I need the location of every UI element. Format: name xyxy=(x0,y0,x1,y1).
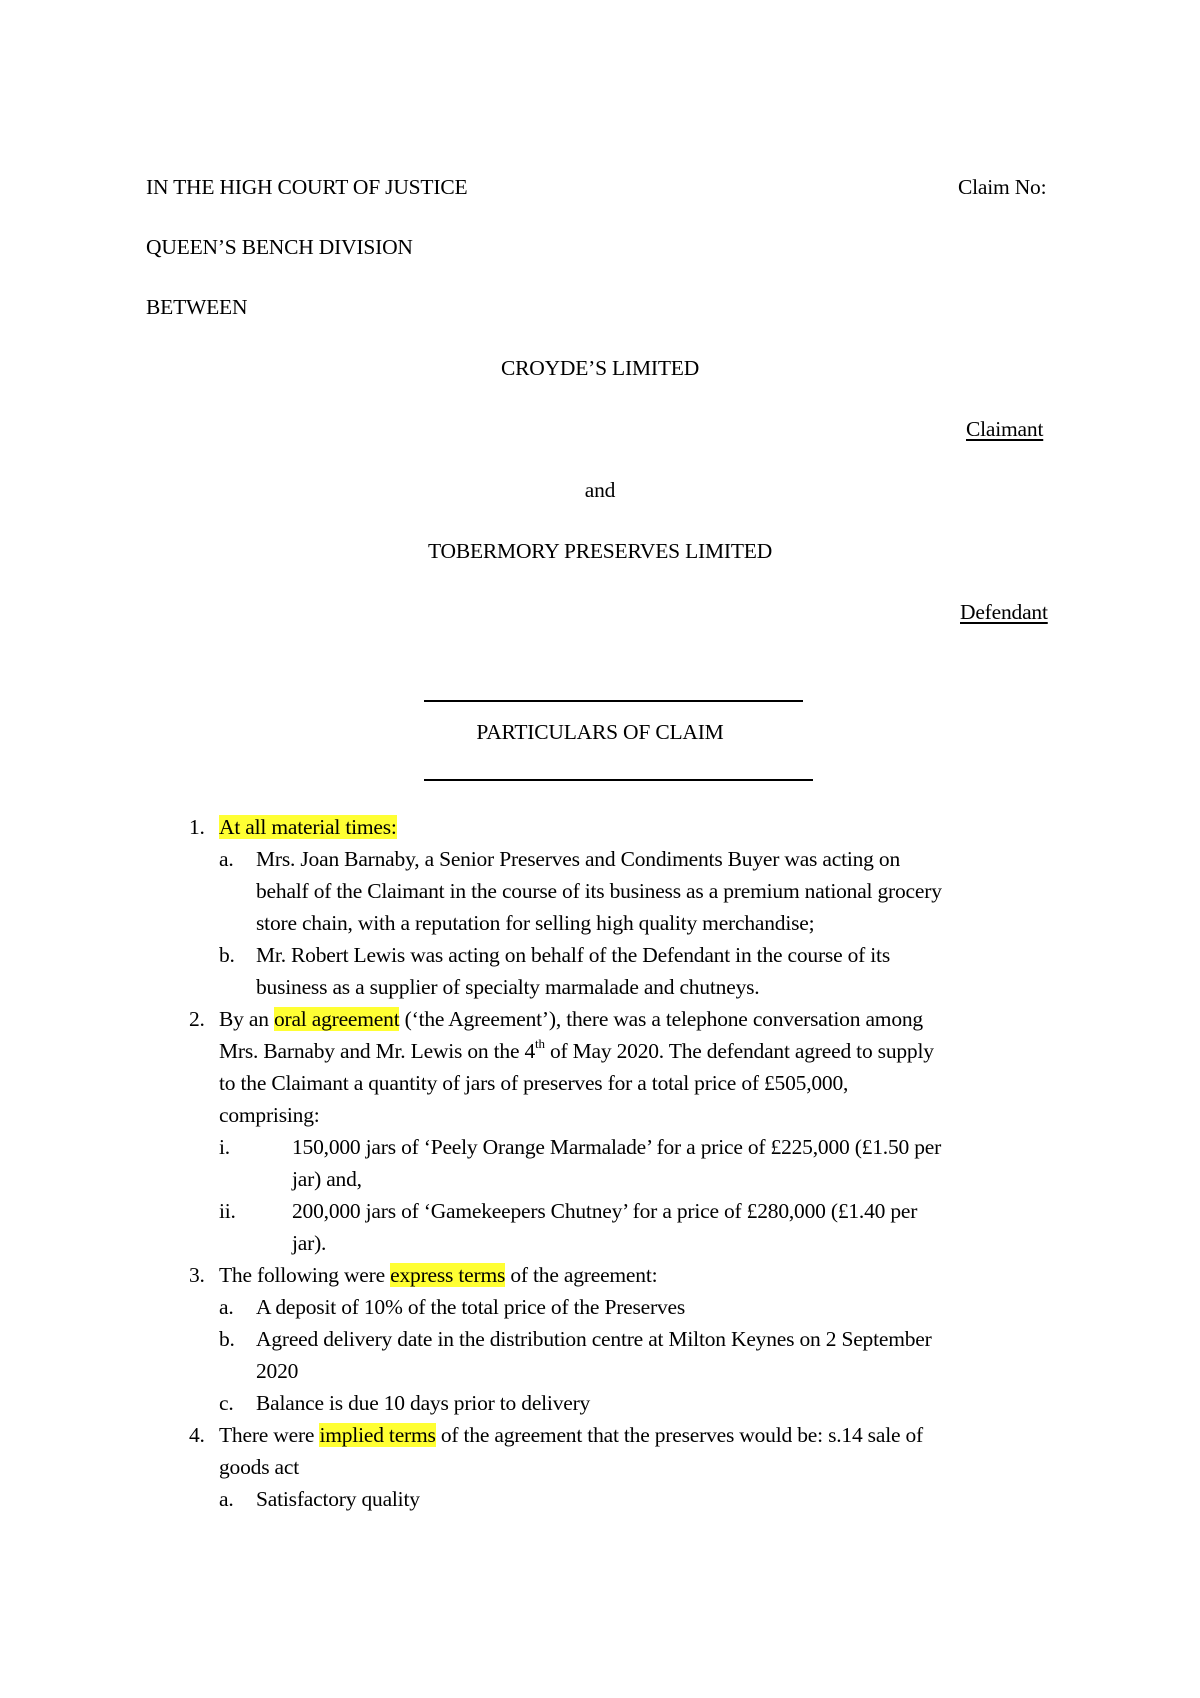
para-1a-line-3: store chain, with a reputation for selling high quality merchandise; xyxy=(256,911,815,935)
document-title: PARTICULARS OF CLAIM xyxy=(476,720,724,744)
para-3-post: of the agreement: xyxy=(505,1263,658,1287)
para-3b-label: b. xyxy=(219,1327,235,1351)
para-3-pre: The following were xyxy=(219,1263,391,1287)
para-2i-line-1: 150,000 jars of ‘Peely Orange Marmalade’ for a price of £225,000 (£1.50 per xyxy=(292,1135,942,1159)
para-2-line-2-pre: Mrs. Barnaby and Mr. Lewis on the 4 xyxy=(219,1039,536,1063)
para-1b-label: b. xyxy=(219,943,235,967)
para-4-highlight: implied terms xyxy=(319,1423,436,1447)
para-3c-text: Balance is due 10 days prior to delivery xyxy=(256,1391,591,1415)
para-2-line-3: to the Claimant a quantity of jars of preserves for a total price of £505,000, xyxy=(219,1071,849,1095)
para-4-line-1 xyxy=(219,1423,923,1448)
para-3a-label: a. xyxy=(219,1295,234,1319)
defendant-name: TOBERMORY PRESERVES LIMITED xyxy=(427,539,773,563)
para-2i-line-2: jar) and, xyxy=(292,1167,362,1191)
para-1a-line-2: behalf of the Claimant in the course of its business as a premium national grocery xyxy=(256,879,942,903)
para-2ii-line-1: 200,000 jars of ‘Gamekeepers Chutney’ for a price of £280,000 (£1.40 per xyxy=(292,1199,918,1223)
para-4a-label: a. xyxy=(219,1487,234,1511)
para-1b-line-1: Mr. Robert Lewis was acting on behalf of the Defendant in the course of its xyxy=(256,943,890,967)
claimant-role: Claimant xyxy=(966,417,1044,441)
para-4-post: of the agreement that the preserves would be: s.14 sale of xyxy=(435,1423,923,1447)
para-2-superscript: th xyxy=(535,1035,545,1051)
para-1-text xyxy=(219,815,397,840)
para-2i-label: i. xyxy=(219,1135,230,1159)
para-3b-line-1: Agreed delivery date in the distribution centre at Milton Keynes on 2 September xyxy=(256,1327,932,1351)
para-1a-label: a. xyxy=(219,847,234,871)
para-3-number: 3. xyxy=(189,1263,205,1287)
para-2-highlight: oral agreement xyxy=(273,1007,400,1031)
and-label: and xyxy=(584,478,616,502)
para-2-line-2 xyxy=(219,1035,934,1064)
claimant-name: CROYDE’S LIMITED xyxy=(500,356,700,380)
para-2-number: 2. xyxy=(189,1007,205,1031)
para-3b-line-2: 2020 xyxy=(256,1359,299,1383)
para-2-line-4: comprising: xyxy=(219,1103,320,1127)
between-label: BETWEEN xyxy=(146,295,248,319)
para-2-line-2-post: of May 2020. The defendant agreed to supply xyxy=(544,1039,934,1063)
para-3-line-1 xyxy=(219,1263,657,1288)
para-2-line-1-post: (‘the Agreement’), there was a telephone conversation among xyxy=(399,1007,923,1031)
para-1-highlight: At all material times: xyxy=(219,815,397,839)
title-rule-bottom xyxy=(424,779,813,781)
para-3-highlight: express terms xyxy=(390,1263,506,1287)
title-rule-top xyxy=(424,700,803,702)
para-4a-text: Satisfactory quality xyxy=(256,1487,420,1511)
para-3a-text: A deposit of 10% of the total price of the Preserves xyxy=(256,1295,686,1319)
court-name: IN THE HIGH COURT OF JUSTICE xyxy=(146,175,468,199)
para-4-pre: There were xyxy=(219,1423,320,1447)
para-1b-line-2: business as a supplier of specialty marmalade and chutneys. xyxy=(256,975,760,999)
para-1-number: 1. xyxy=(189,815,205,839)
para-1a-line-1: Mrs. Joan Barnaby, a Senior Preserves and Condiments Buyer was acting on xyxy=(256,847,901,871)
para-4-line-2: goods act xyxy=(219,1455,300,1479)
claim-number-label: Claim No: xyxy=(958,175,1047,199)
division-name: QUEEN’S BENCH DIVISION xyxy=(146,235,413,259)
para-2-line-1 xyxy=(219,1007,923,1032)
para-3c-label: c. xyxy=(219,1391,234,1415)
defendant-role: Defendant xyxy=(960,600,1048,624)
para-4-number: 4. xyxy=(189,1423,205,1447)
para-2-line-1-pre: By an xyxy=(219,1007,274,1031)
para-2ii-label: ii. xyxy=(219,1199,236,1223)
para-2ii-line-2: jar). xyxy=(292,1231,327,1255)
